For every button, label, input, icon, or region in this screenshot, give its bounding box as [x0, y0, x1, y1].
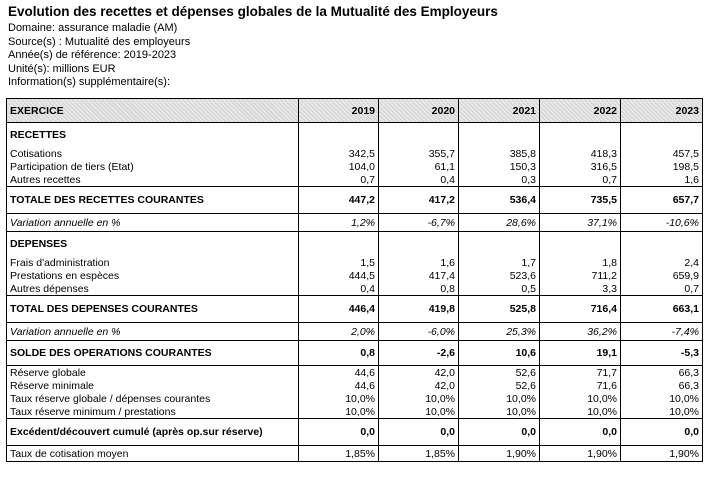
- table-row: [7, 296, 703, 323]
- row-value: 1,90%: [459, 446, 540, 462]
- row-value: 0,0: [621, 419, 703, 446]
- row-value: 44,6: [299, 366, 379, 380]
- row-value: 2,4: [621, 256, 703, 269]
- row-value: 0,5: [459, 282, 540, 296]
- row-value: 0,0: [299, 419, 379, 446]
- table-row: [7, 419, 703, 446]
- report-metadata: [8, 22, 190, 90]
- table-row: [7, 379, 703, 392]
- row-value: 419,8: [379, 296, 459, 323]
- row-value: 1,90%: [540, 446, 621, 462]
- row-value: -6,0%: [379, 323, 459, 341]
- row-value: 66,3: [621, 379, 703, 392]
- row-value: 28,6%: [459, 214, 540, 232]
- row-value: 198,5: [621, 160, 703, 173]
- row-value: 1,85%: [379, 446, 459, 462]
- row-value: 1,90%: [621, 446, 703, 462]
- row-label: SOLDE DES OPERATIONS COURANTES: [7, 341, 299, 366]
- row-value: 3,3: [540, 282, 621, 296]
- row-value: 2,0%: [299, 323, 379, 341]
- row-label: Taux de cotisation moyen: [7, 446, 299, 462]
- row-value: 0,7: [540, 173, 621, 187]
- row-label: TOTALE DES RECETTES COURANTES: [7, 187, 299, 214]
- row-value: 418,3: [540, 147, 621, 160]
- row-value: 1,6: [379, 256, 459, 269]
- section-title: DEPENSES: [7, 232, 299, 257]
- table-row: [7, 392, 703, 405]
- row-value: -10,6%: [621, 214, 703, 232]
- row-label: Réserve globale: [7, 366, 299, 380]
- row-label: Prestations en espèces: [7, 269, 299, 282]
- row-value: 0,0: [459, 419, 540, 446]
- row-value: 1,8: [540, 256, 621, 269]
- finance-table: [6, 98, 703, 462]
- row-value: 342,5: [299, 147, 379, 160]
- row-value: 66,3: [621, 366, 703, 380]
- row-value: -2,6: [379, 341, 459, 366]
- row-value: 1,6: [621, 173, 703, 187]
- row-label: Taux réserve globale / dépenses courantes: [7, 392, 299, 405]
- table-row: [7, 173, 703, 187]
- row-value: 525,8: [459, 296, 540, 323]
- row-label: Autres dépenses: [7, 282, 299, 296]
- table-row: [7, 269, 703, 282]
- row-value: 457,5: [621, 147, 703, 160]
- row-label: Variation annuelle en %: [7, 323, 299, 341]
- row-value: 0,7: [621, 282, 703, 296]
- row-value: 0,0: [379, 419, 459, 446]
- row-value: -6,7%: [379, 214, 459, 232]
- row-value: 444,5: [299, 269, 379, 282]
- meta-annees: Année(s) de référence: 2019-2023: [8, 49, 177, 61]
- row-value: 71,7: [540, 366, 621, 380]
- row-value: 0,4: [379, 173, 459, 187]
- meta-unite: Unité(s): millions EUR: [8, 62, 116, 75]
- row-label: Variation annuelle en %: [7, 214, 299, 232]
- row-label: Cotisations: [7, 147, 299, 160]
- row-value: 417,4: [379, 269, 459, 282]
- row-value: 10,0%: [621, 392, 703, 405]
- meta-source: Source(s) : Mutualité des employeurs: [8, 35, 191, 48]
- row-value: 10,0%: [621, 405, 703, 419]
- row-value: 10,0%: [459, 392, 540, 405]
- row-value: 1,85%: [299, 446, 379, 462]
- report-title: Evolution des recettes et dépenses globales de la Mutualité des Employeurs: [8, 4, 498, 19]
- header-year: 2021: [459, 99, 540, 123]
- row-value: 10,0%: [540, 405, 621, 419]
- row-value: 36,2%: [540, 323, 621, 341]
- table-row: [7, 341, 703, 366]
- row-value: 0,8: [299, 341, 379, 366]
- row-value: 0,0: [540, 419, 621, 446]
- header-year: 2022: [540, 99, 621, 123]
- table-row: [7, 405, 703, 419]
- table-row: [7, 366, 703, 380]
- row-label: Frais d'administration: [7, 256, 299, 269]
- row-value: -5,3: [621, 341, 703, 366]
- header-year: 2020: [379, 99, 459, 123]
- row-label: TOTAL DES DEPENSES COURANTES: [7, 296, 299, 323]
- row-value: 52,6: [459, 379, 540, 392]
- row-value: 385,8: [459, 147, 540, 160]
- table-row: [7, 323, 703, 341]
- header-label: EXERCICE: [7, 99, 299, 123]
- row-value: 71,6: [540, 379, 621, 392]
- row-value: 61,1: [379, 160, 459, 173]
- row-value: 10,0%: [379, 392, 459, 405]
- row-value: 10,0%: [540, 392, 621, 405]
- row-value: 10,6: [459, 341, 540, 366]
- row-value: 659,9: [621, 269, 703, 282]
- row-value: 42,0: [379, 379, 459, 392]
- row-value: 10,0%: [299, 392, 379, 405]
- table-header-row: [7, 99, 703, 123]
- row-value: 536,4: [459, 187, 540, 214]
- row-value: 37,1%: [540, 214, 621, 232]
- row-value: 0,8: [379, 282, 459, 296]
- row-value: 25,3%: [459, 323, 540, 341]
- row-value: 0,3: [459, 173, 540, 187]
- section-depenses-row: [7, 232, 703, 257]
- row-value: 104,0: [299, 160, 379, 173]
- section-recettes-row: [7, 123, 703, 148]
- meta-domaine: Domaine: assurance maladie (AM): [8, 22, 178, 34]
- row-value: 1,7: [459, 256, 540, 269]
- row-value: 42,0: [379, 366, 459, 380]
- row-value: 52,6: [459, 366, 540, 380]
- row-value: 355,7: [379, 147, 459, 160]
- row-value: 10,0%: [299, 405, 379, 419]
- row-value: 735,5: [540, 187, 621, 214]
- row-value: 523,6: [459, 269, 540, 282]
- row-value: 150,3: [459, 160, 540, 173]
- meta-info: Information(s) supplémentaire(s):: [8, 76, 171, 88]
- row-value: 316,5: [540, 160, 621, 173]
- header-year: 2023: [621, 99, 703, 123]
- row-value: 19,1: [540, 341, 621, 366]
- row-value: 657,7: [621, 187, 703, 214]
- table-row: [7, 214, 703, 232]
- table-row: [7, 160, 703, 173]
- row-value: 446,4: [299, 296, 379, 323]
- row-value: 716,4: [540, 296, 621, 323]
- row-value: 10,0%: [459, 405, 540, 419]
- row-value: 711,2: [540, 269, 621, 282]
- row-value: 447,2: [299, 187, 379, 214]
- row-label: Taux réserve minimum / prestations: [7, 405, 299, 419]
- row-value: 1,5: [299, 256, 379, 269]
- row-label: Réserve minimale: [7, 379, 299, 392]
- table-row: [7, 187, 703, 214]
- row-label: Excédent/découvert cumulé (après op.sur réserve): [7, 419, 299, 446]
- row-value: 10,0%: [379, 405, 459, 419]
- row-value: 1,2%: [299, 214, 379, 232]
- row-value: 44,6: [299, 379, 379, 392]
- section-title: RECETTES: [7, 123, 299, 148]
- row-value: 0,4: [299, 282, 379, 296]
- row-value: 0,7: [299, 173, 379, 187]
- row-label: Autres recettes: [7, 173, 299, 187]
- row-label: Participation de tiers (Etat): [7, 160, 299, 173]
- table-row: [7, 147, 703, 160]
- table-row: [7, 256, 703, 269]
- table-row: [7, 282, 703, 296]
- header-year: 2019: [299, 99, 379, 123]
- row-value: 417,2: [379, 187, 459, 214]
- row-value: -7,4%: [621, 323, 703, 341]
- table-row: [7, 446, 703, 462]
- row-value: 663,1: [621, 296, 703, 323]
